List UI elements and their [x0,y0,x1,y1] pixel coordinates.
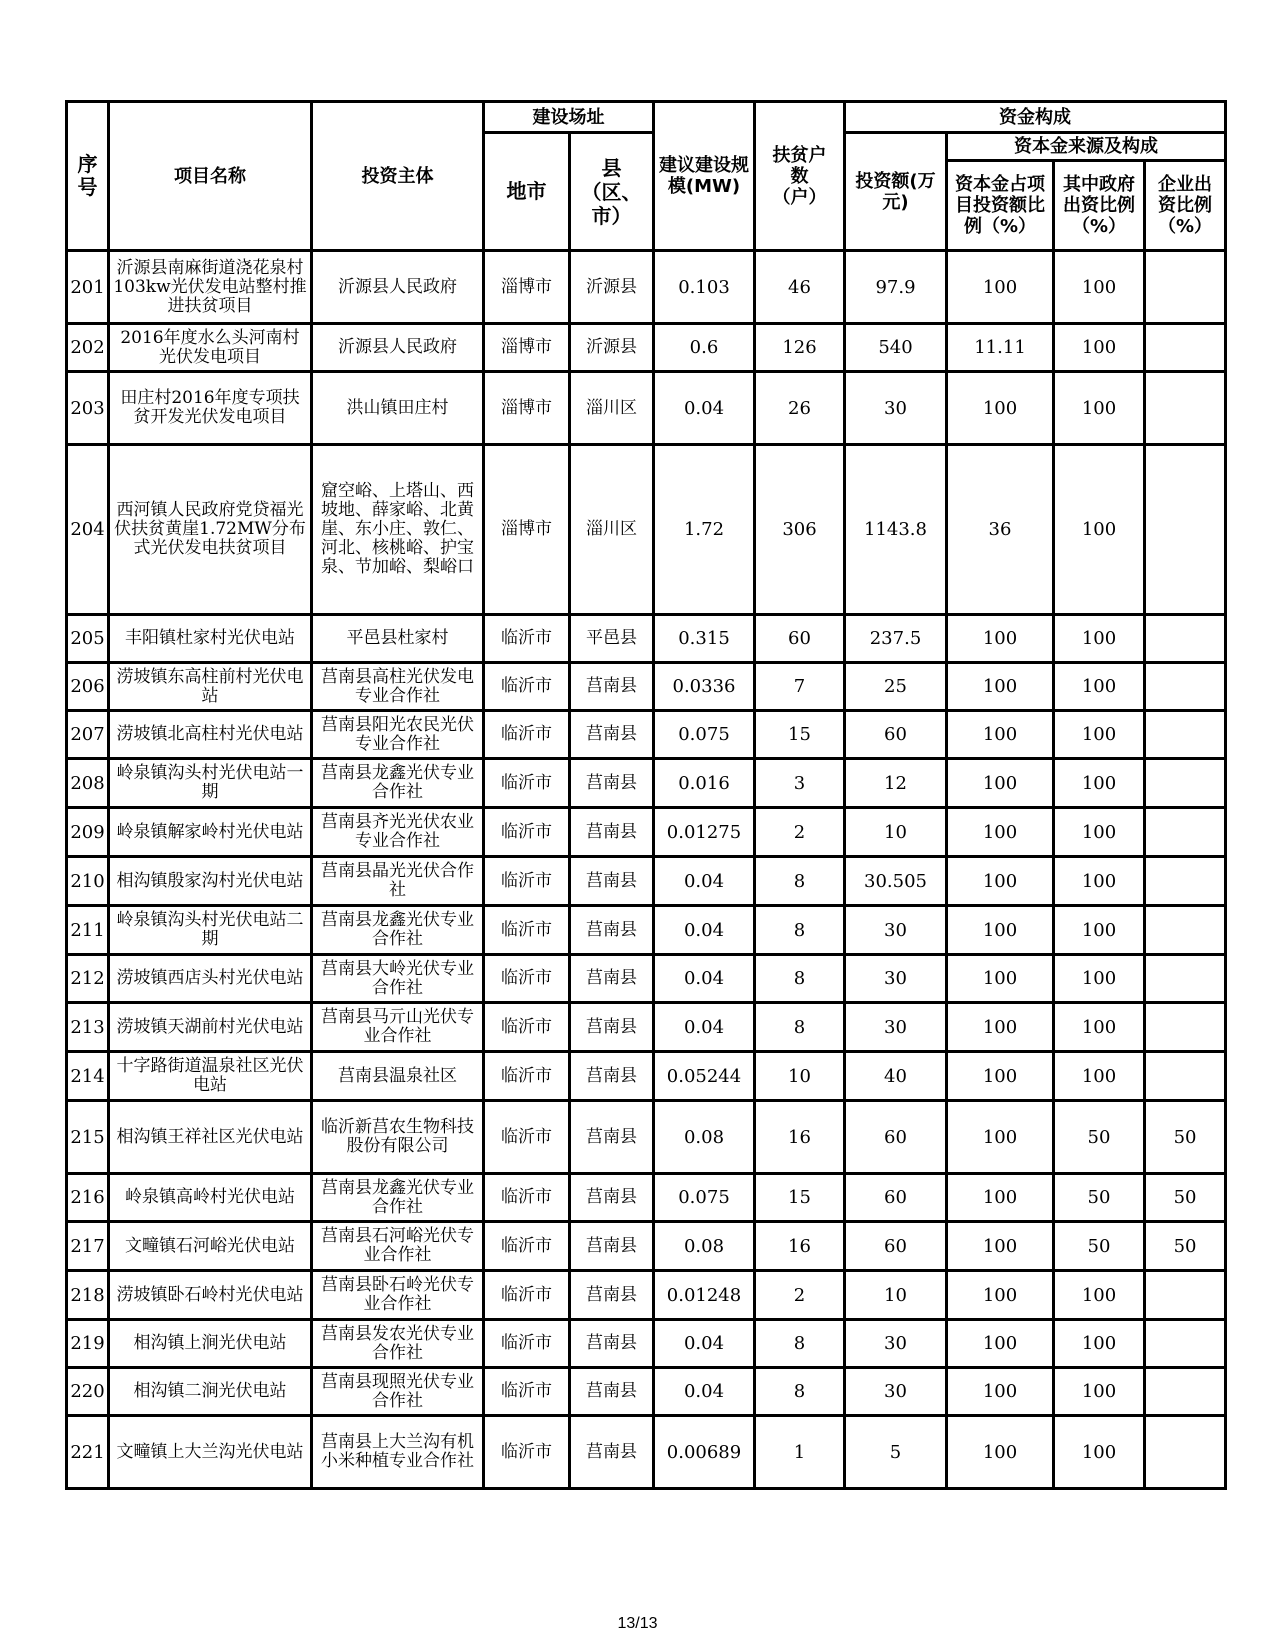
table-row [67,1271,1226,1320]
project-name-cell: 涝坡镇天湖前村光伏电站 [109,1003,312,1052]
header-gov-ratio: 其中政府出资比例（%） [1054,161,1145,251]
investor-cell: 莒南县现照光伏专业合作社 [312,1368,484,1416]
households-cell: 8 [755,906,845,955]
project-name-cell: 涝坡镇西店头村光伏电站 [109,955,312,1003]
ent-ratio-cell [1145,1271,1226,1320]
project-name-cell: 文疃镇上大兰沟光伏电站 [109,1416,312,1489]
seq-cell: 202 [67,324,109,372]
header-city: 地市 [484,133,570,251]
capital-ratio-cell: 100 [947,251,1054,324]
city-cell: 临沂市 [484,663,570,711]
project-name-cell: 丰阳镇杜家村光伏电站 [109,615,312,663]
investment-cell: 30.505 [845,857,947,906]
ent-ratio-cell [1145,663,1226,711]
seq-cell: 215 [67,1101,109,1174]
city-cell: 临沂市 [484,906,570,955]
project-name-cell: 田庄村2016年度专项扶贫开发光伏发电项目 [109,372,312,445]
scale-cell: 0.016 [654,759,755,808]
ent-ratio-cell [1145,615,1226,663]
project-name-cell: 涝坡镇北高柱村光伏电站 [109,711,312,759]
gov-ratio-cell: 100 [1054,857,1145,906]
investment-cell: 237.5 [845,615,947,663]
capital-ratio-cell: 100 [947,955,1054,1003]
city-cell: 临沂市 [484,1101,570,1174]
gov-ratio-cell: 100 [1054,372,1145,445]
table-row [67,1052,1226,1101]
households-cell: 1 [755,1416,845,1489]
header-capital-group: 资本金来源及构成 [947,133,1226,161]
investor-cell: 沂源县人民政府 [312,324,484,372]
county-cell: 淄川区 [570,372,654,445]
scale-cell: 0.0336 [654,663,755,711]
investor-cell: 临沂新莒农生物科技股份有限公司 [312,1101,484,1174]
investor-cell: 莒南县大岭光伏专业合作社 [312,955,484,1003]
table-row [67,1416,1226,1489]
ent-ratio-cell [1145,808,1226,857]
city-cell: 临沂市 [484,857,570,906]
city-cell: 临沂市 [484,1052,570,1101]
investment-cell: 60 [845,1174,947,1222]
seq-cell: 201 [67,251,109,324]
gov-ratio-cell: 100 [1054,955,1145,1003]
county-cell: 莒南县 [570,1271,654,1320]
scale-cell: 1.72 [654,445,755,615]
investment-cell: 5 [845,1416,947,1489]
table-row [67,1320,1226,1368]
seq-cell: 221 [67,1416,109,1489]
scale-cell: 0.075 [654,1174,755,1222]
county-cell: 莒南县 [570,1003,654,1052]
gov-ratio-cell: 100 [1054,445,1145,615]
scale-cell: 0.04 [654,1320,755,1368]
county-cell: 莒南县 [570,759,654,808]
investor-cell: 平邑县杜家村 [312,615,484,663]
gov-ratio-cell: 50 [1054,1101,1145,1174]
capital-ratio-cell: 100 [947,1003,1054,1052]
seq-cell: 214 [67,1052,109,1101]
gov-ratio-cell: 100 [1054,759,1145,808]
investment-cell: 25 [845,663,947,711]
investor-cell: 莒南县齐光光伏农业专业合作社 [312,808,484,857]
county-cell: 莒南县 [570,711,654,759]
households-cell: 15 [755,1174,845,1222]
capital-ratio-cell: 100 [947,1174,1054,1222]
city-cell: 临沂市 [484,1416,570,1489]
seq-cell: 212 [67,955,109,1003]
city-cell: 淄博市 [484,372,570,445]
scale-cell: 0.05244 [654,1052,755,1101]
investor-cell: 沂源县人民政府 [312,251,484,324]
project-name-cell: 2016年度水么头河南村光伏发电项目 [109,324,312,372]
investor-cell: 莒南县卧石岭光伏专业合作社 [312,1271,484,1320]
county-cell: 莒南县 [570,1416,654,1489]
county-cell: 淄川区 [570,445,654,615]
table-row [67,759,1226,808]
ent-ratio-cell [1145,711,1226,759]
county-cell: 莒南县 [570,663,654,711]
ent-ratio-cell: 50 [1145,1222,1226,1271]
table-row [67,955,1226,1003]
scale-cell: 0.01275 [654,808,755,857]
header-county: 县（区、市） [570,133,654,251]
scale-cell: 0.04 [654,955,755,1003]
gov-ratio-cell: 100 [1054,663,1145,711]
city-cell: 临沂市 [484,1174,570,1222]
scale-cell: 0.00689 [654,1416,755,1489]
investor-cell: 莒南县马亓山光伏专业合作社 [312,1003,484,1052]
capital-ratio-cell: 100 [947,615,1054,663]
ent-ratio-cell: 50 [1145,1174,1226,1222]
seq-cell: 213 [67,1003,109,1052]
investment-cell: 10 [845,1271,947,1320]
capital-ratio-cell: 100 [947,1416,1054,1489]
county-cell: 莒南县 [570,1320,654,1368]
investor-cell: 莒南县温泉社区 [312,1052,484,1101]
table-row [67,711,1226,759]
table-row [67,445,1226,615]
gov-ratio-cell: 100 [1054,711,1145,759]
households-cell: 26 [755,372,845,445]
investment-cell: 540 [845,324,947,372]
households-cell: 15 [755,711,845,759]
seq-cell: 209 [67,808,109,857]
project-name-cell: 相沟镇殷家沟村光伏电站 [109,857,312,906]
investor-cell: 窟空峪、上塔山、西坡地、薛家峪、北黄崖、东小庄、敦仁、河北、核桃峪、护宝泉、节加峪、梨峪口 [312,445,484,615]
project-name-cell: 沂源县南麻街道浇花泉村103kw光伏发电站整村推进扶贫项目 [109,251,312,324]
capital-ratio-cell: 100 [947,711,1054,759]
city-cell: 临沂市 [484,1222,570,1271]
households-cell: 306 [755,445,845,615]
table-row [67,1222,1226,1271]
project-name-cell: 文疃镇石河峪光伏电站 [109,1222,312,1271]
project-name-cell: 岭泉镇高岭村光伏电站 [109,1174,312,1222]
investment-cell: 1143.8 [845,445,947,615]
table-row [67,1003,1226,1052]
seq-cell: 217 [67,1222,109,1271]
households-cell: 3 [755,759,845,808]
header-ent-ratio: 企业出资比例（%） [1145,161,1226,251]
ent-ratio-cell [1145,1003,1226,1052]
city-cell: 临沂市 [484,759,570,808]
ent-ratio-cell [1145,251,1226,324]
city-cell: 临沂市 [484,615,570,663]
investment-cell: 12 [845,759,947,808]
ent-ratio-cell [1145,1416,1226,1489]
seq-cell: 208 [67,759,109,808]
scale-cell: 0.103 [654,251,755,324]
table-header [67,102,1226,251]
project-name-cell: 涝坡镇卧石岭村光伏电站 [109,1271,312,1320]
gov-ratio-cell: 100 [1054,324,1145,372]
ent-ratio-cell [1145,372,1226,445]
gov-ratio-cell: 100 [1054,1003,1145,1052]
households-cell: 126 [755,324,845,372]
header-project-name: 项目名称 [109,102,312,251]
county-cell: 平邑县 [570,615,654,663]
capital-ratio-cell: 36 [947,445,1054,615]
city-cell: 淄博市 [484,324,570,372]
header-site-group: 建设场址 [484,102,654,133]
capital-ratio-cell: 100 [947,906,1054,955]
header-investor: 投资主体 [312,102,484,251]
households-cell: 16 [755,1101,845,1174]
scale-cell: 0.04 [654,857,755,906]
investor-cell: 莒南县晶光光伏合作社 [312,857,484,906]
gov-ratio-cell: 50 [1054,1222,1145,1271]
scale-cell: 0.075 [654,711,755,759]
capital-ratio-cell: 100 [947,663,1054,711]
header-capital-ratio: 资本金占项目投资额比例（%） [947,161,1054,251]
gov-ratio-cell: 100 [1054,1368,1145,1416]
capital-ratio-cell: 100 [947,1368,1054,1416]
ent-ratio-cell: 50 [1145,1101,1226,1174]
project-name-cell: 相沟镇王祥社区光伏电站 [109,1101,312,1174]
households-cell: 2 [755,808,845,857]
ent-ratio-cell [1145,1320,1226,1368]
city-cell: 临沂市 [484,808,570,857]
households-cell: 8 [755,1368,845,1416]
households-cell: 8 [755,1003,845,1052]
county-cell: 莒南县 [570,1222,654,1271]
ent-ratio-cell [1145,906,1226,955]
project-name-cell: 岭泉镇沟头村光伏电站二期 [109,906,312,955]
gov-ratio-cell: 100 [1054,251,1145,324]
county-cell: 莒南县 [570,808,654,857]
table-row [67,1368,1226,1416]
gov-ratio-cell: 100 [1054,1271,1145,1320]
households-cell: 7 [755,663,845,711]
capital-ratio-cell: 100 [947,857,1054,906]
page-number: 13/13 [617,1615,658,1632]
seq-cell: 204 [67,445,109,615]
seq-cell: 206 [67,663,109,711]
city-cell: 临沂市 [484,1271,570,1320]
table-body [67,251,1226,1489]
scale-cell: 0.315 [654,615,755,663]
project-name-cell: 涝坡镇东高柱前村光伏电站 [109,663,312,711]
seq-cell: 203 [67,372,109,445]
ent-ratio-cell [1145,445,1226,615]
ent-ratio-cell [1145,759,1226,808]
gov-ratio-cell: 100 [1054,615,1145,663]
city-cell: 临沂市 [484,955,570,1003]
scale-cell: 0.04 [654,1368,755,1416]
households-cell: 10 [755,1052,845,1101]
project-name-cell: 相沟镇二涧光伏电站 [109,1368,312,1416]
project-name-cell: 相沟镇上涧光伏电站 [109,1320,312,1368]
project-name-cell: 十字路街道温泉社区光伏电站 [109,1052,312,1101]
table-row [67,1174,1226,1222]
project-name-cell: 岭泉镇解家岭村光伏电站 [109,808,312,857]
header-fund-group: 资金构成 [845,102,1226,133]
header-households: 扶贫户数（户） [755,102,845,251]
gov-ratio-cell: 100 [1054,1052,1145,1101]
capital-ratio-cell: 11.11 [947,324,1054,372]
investment-cell: 60 [845,1222,947,1271]
investment-cell: 97.9 [845,251,947,324]
investor-cell: 莒南县发农光伏专业合作社 [312,1320,484,1368]
investment-cell: 30 [845,1320,947,1368]
capital-ratio-cell: 100 [947,808,1054,857]
investment-cell: 30 [845,1368,947,1416]
ent-ratio-cell [1145,1052,1226,1101]
county-cell: 莒南县 [570,1368,654,1416]
county-cell: 莒南县 [570,1052,654,1101]
ent-ratio-cell [1145,955,1226,1003]
scale-cell: 0.6 [654,324,755,372]
seq-cell: 218 [67,1271,109,1320]
investment-cell: 30 [845,955,947,1003]
table-row [67,251,1226,324]
households-cell: 8 [755,857,845,906]
seq-cell: 211 [67,906,109,955]
gov-ratio-cell: 100 [1054,1416,1145,1489]
ent-ratio-cell [1145,1368,1226,1416]
project-name-cell: 岭泉镇沟头村光伏电站一期 [109,759,312,808]
city-cell: 淄博市 [484,251,570,324]
scale-cell: 0.04 [654,372,755,445]
investor-cell: 莒南县龙鑫光伏专业合作社 [312,1174,484,1222]
seq-cell: 220 [67,1368,109,1416]
investor-cell: 莒南县石河峪光伏专业合作社 [312,1222,484,1271]
investment-cell: 60 [845,711,947,759]
table-row [67,808,1226,857]
county-cell: 莒南县 [570,1101,654,1174]
capital-ratio-cell: 100 [947,1320,1054,1368]
county-cell: 莒南县 [570,955,654,1003]
scale-cell: 0.01248 [654,1271,755,1320]
table-row [67,663,1226,711]
table-row [67,372,1226,445]
county-cell: 莒南县 [570,1174,654,1222]
gov-ratio-cell: 50 [1054,1174,1145,1222]
scale-cell: 0.08 [654,1222,755,1271]
capital-ratio-cell: 100 [947,1052,1054,1101]
capital-ratio-cell: 100 [947,1222,1054,1271]
investor-cell: 洪山镇田庄村 [312,372,484,445]
gov-ratio-cell: 100 [1054,808,1145,857]
gov-ratio-cell: 100 [1054,1320,1145,1368]
table-row [67,1101,1226,1174]
table-row [67,906,1226,955]
investment-cell: 40 [845,1052,947,1101]
households-cell: 16 [755,1222,845,1271]
investment-cell: 30 [845,1003,947,1052]
seq-cell: 205 [67,615,109,663]
table-row [67,615,1226,663]
city-cell: 临沂市 [484,1320,570,1368]
header-scale: 建议建设规模(MW) [654,102,755,251]
households-cell: 8 [755,1320,845,1368]
county-cell: 沂源县 [570,251,654,324]
households-cell: 46 [755,251,845,324]
scale-cell: 0.04 [654,1003,755,1052]
city-cell: 临沂市 [484,711,570,759]
capital-ratio-cell: 100 [947,1271,1054,1320]
city-cell: 淄博市 [484,445,570,615]
investment-cell: 30 [845,906,947,955]
city-cell: 临沂市 [484,1003,570,1052]
households-cell: 2 [755,1271,845,1320]
header-investment: 投资额(万元) [845,133,947,251]
capital-ratio-cell: 100 [947,759,1054,808]
header-seq: 序号 [67,102,109,251]
investor-cell: 莒南县上大兰沟有机小米种植专业合作社 [312,1416,484,1489]
ent-ratio-cell [1145,324,1226,372]
investor-cell: 莒南县龙鑫光伏专业合作社 [312,759,484,808]
county-cell: 莒南县 [570,906,654,955]
seq-cell: 210 [67,857,109,906]
seq-cell: 219 [67,1320,109,1368]
investment-cell: 60 [845,1101,947,1174]
county-cell: 沂源县 [570,324,654,372]
table-row [67,857,1226,906]
county-cell: 莒南县 [570,857,654,906]
investor-cell: 莒南县高柱光伏发电专业合作社 [312,663,484,711]
project-table [65,100,1227,1490]
investor-cell: 莒南县龙鑫光伏专业合作社 [312,906,484,955]
households-cell: 8 [755,955,845,1003]
scale-cell: 0.08 [654,1101,755,1174]
table-row [67,324,1226,372]
investor-cell: 莒南县阳光农民光伏专业合作社 [312,711,484,759]
ent-ratio-cell [1145,857,1226,906]
seq-cell: 207 [67,711,109,759]
seq-cell: 216 [67,1174,109,1222]
investment-cell: 10 [845,808,947,857]
scale-cell: 0.04 [654,906,755,955]
households-cell: 60 [755,615,845,663]
capital-ratio-cell: 100 [947,1101,1054,1174]
city-cell: 临沂市 [484,1368,570,1416]
gov-ratio-cell: 100 [1054,906,1145,955]
investment-cell: 30 [845,372,947,445]
project-name-cell: 西河镇人民政府党贷福光伏扶贫黄崖1.72MW分布式光伏发电扶贫项目 [109,445,312,615]
capital-ratio-cell: 100 [947,372,1054,445]
